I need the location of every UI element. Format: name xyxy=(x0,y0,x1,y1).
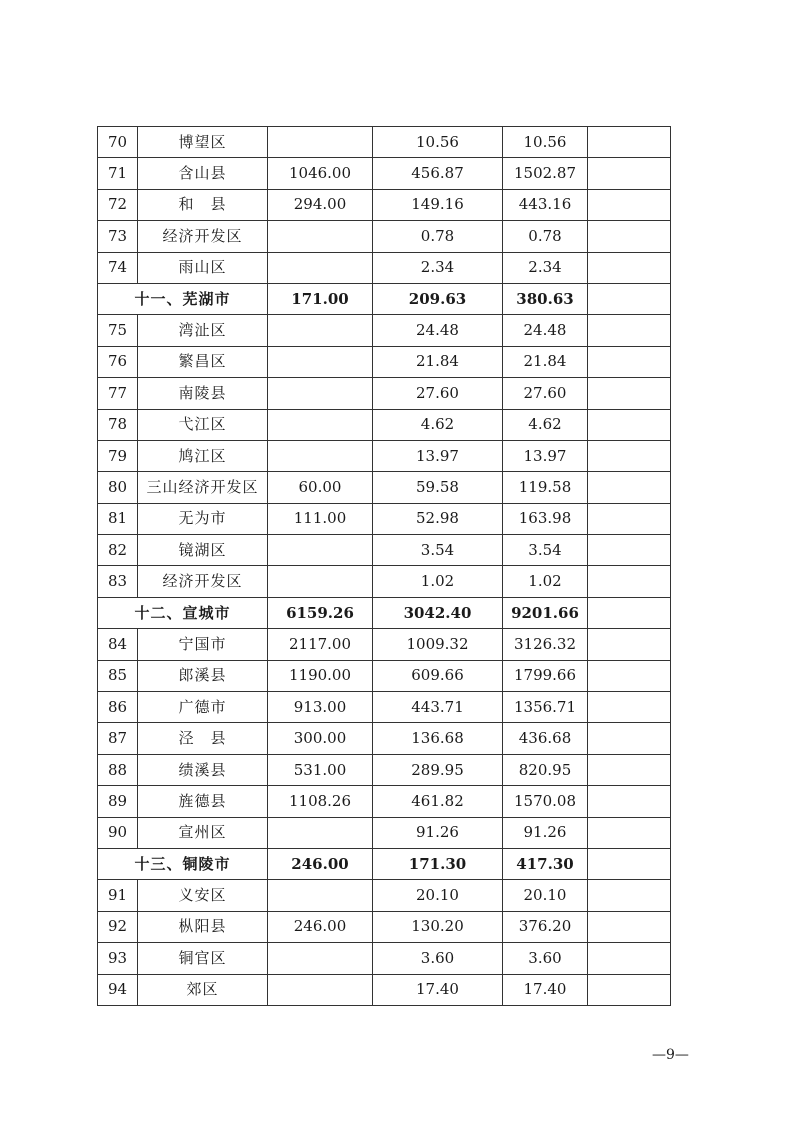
allocation-table xyxy=(97,126,671,1006)
value-cell-total: 119.58 xyxy=(503,472,588,503)
district-name-cell: 湾沚区 xyxy=(138,315,268,346)
remark-cell xyxy=(588,283,671,314)
value-cell-b: 609.66 xyxy=(373,660,503,691)
page-number: —9— xyxy=(652,1047,689,1063)
value-cell-total: 3.60 xyxy=(503,943,588,974)
value-cell-b: 10.56 xyxy=(373,127,503,158)
value-cell-a: 246.00 xyxy=(268,848,373,879)
remark-cell xyxy=(588,315,671,346)
row-number-cell: 81 xyxy=(98,503,138,534)
value-cell-total: 24.48 xyxy=(503,315,588,346)
remark-cell xyxy=(588,440,671,471)
value-cell-total: 1799.66 xyxy=(503,660,588,691)
value-cell-total: 376.20 xyxy=(503,911,588,942)
group-name-cell: 十一、芜湖市 xyxy=(98,283,268,314)
remark-cell xyxy=(588,346,671,377)
row-number-cell: 71 xyxy=(98,158,138,189)
district-name-cell: 泾 县 xyxy=(138,723,268,754)
district-name-cell: 含山县 xyxy=(138,158,268,189)
table-row xyxy=(98,535,671,566)
value-cell-b: 3.54 xyxy=(373,535,503,566)
row-number-cell: 73 xyxy=(98,221,138,252)
value-cell-b: 461.82 xyxy=(373,786,503,817)
row-number-cell: 82 xyxy=(98,535,138,566)
remark-cell xyxy=(588,158,671,189)
value-cell-a: 6159.26 xyxy=(268,597,373,628)
table-row xyxy=(98,503,671,534)
remark-cell xyxy=(588,692,671,723)
row-number-cell: 76 xyxy=(98,346,138,377)
remark-cell xyxy=(588,503,671,534)
value-cell-a: 246.00 xyxy=(268,911,373,942)
value-cell-total: 13.97 xyxy=(503,440,588,471)
remark-cell xyxy=(588,660,671,691)
district-name-cell: 博望区 xyxy=(138,127,268,158)
value-cell-a xyxy=(268,378,373,409)
row-number-cell: 88 xyxy=(98,754,138,785)
table-row xyxy=(98,472,671,503)
value-cell-a xyxy=(268,221,373,252)
district-name-cell: 铜官区 xyxy=(138,943,268,974)
group-name-cell: 十三、铜陵市 xyxy=(98,848,268,879)
value-cell-a: 1108.26 xyxy=(268,786,373,817)
value-cell-b: 456.87 xyxy=(373,158,503,189)
remark-cell xyxy=(588,189,671,220)
remark-cell xyxy=(588,880,671,911)
value-cell-b: 0.78 xyxy=(373,221,503,252)
value-cell-b: 13.97 xyxy=(373,440,503,471)
remark-cell xyxy=(588,723,671,754)
value-cell-total: 91.26 xyxy=(503,817,588,848)
value-cell-total: 21.84 xyxy=(503,346,588,377)
table-row xyxy=(98,754,671,785)
value-cell-a: 2117.00 xyxy=(268,629,373,660)
value-cell-b: 1.02 xyxy=(373,566,503,597)
value-cell-b: 59.58 xyxy=(373,472,503,503)
district-name-cell: 繁昌区 xyxy=(138,346,268,377)
value-cell-a xyxy=(268,535,373,566)
district-name-cell: 三山经济开发区 xyxy=(138,472,268,503)
value-cell-b: 52.98 xyxy=(373,503,503,534)
value-cell-a xyxy=(268,127,373,158)
table-group-row xyxy=(98,283,671,314)
table-row xyxy=(98,880,671,911)
value-cell-b: 149.16 xyxy=(373,189,503,220)
table-row xyxy=(98,723,671,754)
table-row xyxy=(98,629,671,660)
value-cell-total: 2.34 xyxy=(503,252,588,283)
value-cell-a: 913.00 xyxy=(268,692,373,723)
row-number-cell: 87 xyxy=(98,723,138,754)
remark-cell xyxy=(588,754,671,785)
row-number-cell: 78 xyxy=(98,409,138,440)
remark-cell xyxy=(588,221,671,252)
table-row xyxy=(98,566,671,597)
district-name-cell: 旌德县 xyxy=(138,786,268,817)
table-group-row xyxy=(98,597,671,628)
district-name-cell: 郊区 xyxy=(138,974,268,1005)
row-number-cell: 79 xyxy=(98,440,138,471)
row-number-cell: 70 xyxy=(98,127,138,158)
row-number-cell: 92 xyxy=(98,911,138,942)
row-number-cell: 91 xyxy=(98,880,138,911)
value-cell-a: 60.00 xyxy=(268,472,373,503)
value-cell-a xyxy=(268,346,373,377)
remark-cell xyxy=(588,848,671,879)
value-cell-b: 3042.40 xyxy=(373,597,503,628)
remark-cell xyxy=(588,629,671,660)
district-name-cell: 南陵县 xyxy=(138,378,268,409)
value-cell-b: 209.63 xyxy=(373,283,503,314)
value-cell-b: 91.26 xyxy=(373,817,503,848)
district-name-cell: 绩溪县 xyxy=(138,754,268,785)
value-cell-a xyxy=(268,880,373,911)
table-row xyxy=(98,158,671,189)
remark-cell xyxy=(588,597,671,628)
value-cell-total: 1.02 xyxy=(503,566,588,597)
value-cell-total: 20.10 xyxy=(503,880,588,911)
row-number-cell: 85 xyxy=(98,660,138,691)
row-number-cell: 80 xyxy=(98,472,138,503)
row-number-cell: 72 xyxy=(98,189,138,220)
value-cell-a xyxy=(268,440,373,471)
remark-cell xyxy=(588,566,671,597)
value-cell-b: 2.34 xyxy=(373,252,503,283)
table-row xyxy=(98,315,671,346)
value-cell-b: 443.71 xyxy=(373,692,503,723)
value-cell-total: 443.16 xyxy=(503,189,588,220)
row-number-cell: 94 xyxy=(98,974,138,1005)
table-row xyxy=(98,817,671,848)
table-row xyxy=(98,221,671,252)
remark-cell xyxy=(588,252,671,283)
remark-cell xyxy=(588,535,671,566)
value-cell-total: 9201.66 xyxy=(503,597,588,628)
value-cell-a: 171.00 xyxy=(268,283,373,314)
district-name-cell: 宁国市 xyxy=(138,629,268,660)
value-cell-b: 4.62 xyxy=(373,409,503,440)
district-name-cell: 无为市 xyxy=(138,503,268,534)
district-name-cell: 广德市 xyxy=(138,692,268,723)
table-row xyxy=(98,346,671,377)
group-name-cell: 十二、宣城市 xyxy=(98,597,268,628)
district-name-cell: 和 县 xyxy=(138,189,268,220)
row-number-cell: 75 xyxy=(98,315,138,346)
table-row xyxy=(98,189,671,220)
table-row xyxy=(98,786,671,817)
value-cell-total: 417.30 xyxy=(503,848,588,879)
value-cell-a: 111.00 xyxy=(268,503,373,534)
value-cell-b: 27.60 xyxy=(373,378,503,409)
district-name-cell: 枞阳县 xyxy=(138,911,268,942)
remark-cell xyxy=(588,127,671,158)
value-cell-total: 27.60 xyxy=(503,378,588,409)
value-cell-total: 436.68 xyxy=(503,723,588,754)
table-row xyxy=(98,378,671,409)
remark-cell xyxy=(588,409,671,440)
value-cell-total: 0.78 xyxy=(503,221,588,252)
value-cell-b: 17.40 xyxy=(373,974,503,1005)
value-cell-total: 4.62 xyxy=(503,409,588,440)
row-number-cell: 86 xyxy=(98,692,138,723)
table-row xyxy=(98,974,671,1005)
value-cell-a: 1046.00 xyxy=(268,158,373,189)
table-row xyxy=(98,252,671,283)
remark-cell xyxy=(588,472,671,503)
district-name-cell: 宣州区 xyxy=(138,817,268,848)
value-cell-total: 163.98 xyxy=(503,503,588,534)
value-cell-a xyxy=(268,566,373,597)
value-cell-a: 294.00 xyxy=(268,189,373,220)
district-name-cell: 义安区 xyxy=(138,880,268,911)
value-cell-total: 3.54 xyxy=(503,535,588,566)
value-cell-b: 289.95 xyxy=(373,754,503,785)
value-cell-a xyxy=(268,252,373,283)
value-cell-total: 380.63 xyxy=(503,283,588,314)
row-number-cell: 90 xyxy=(98,817,138,848)
value-cell-a xyxy=(268,817,373,848)
value-cell-a xyxy=(268,943,373,974)
row-number-cell: 84 xyxy=(98,629,138,660)
district-name-cell: 经济开发区 xyxy=(138,221,268,252)
value-cell-total: 1356.71 xyxy=(503,692,588,723)
district-name-cell: 郎溪县 xyxy=(138,660,268,691)
district-name-cell: 雨山区 xyxy=(138,252,268,283)
value-cell-a: 1190.00 xyxy=(268,660,373,691)
value-cell-b: 1009.32 xyxy=(373,629,503,660)
table-row xyxy=(98,440,671,471)
value-cell-b: 136.68 xyxy=(373,723,503,754)
row-number-cell: 89 xyxy=(98,786,138,817)
value-cell-b: 24.48 xyxy=(373,315,503,346)
row-number-cell: 93 xyxy=(98,943,138,974)
value-cell-total: 3126.32 xyxy=(503,629,588,660)
value-cell-a: 300.00 xyxy=(268,723,373,754)
value-cell-b: 3.60 xyxy=(373,943,503,974)
remark-cell xyxy=(588,943,671,974)
value-cell-a xyxy=(268,974,373,1005)
table-row xyxy=(98,692,671,723)
value-cell-a xyxy=(268,409,373,440)
value-cell-total: 1570.08 xyxy=(503,786,588,817)
value-cell-b: 20.10 xyxy=(373,880,503,911)
value-cell-b: 130.20 xyxy=(373,911,503,942)
table-row xyxy=(98,127,671,158)
table-body xyxy=(98,127,671,1006)
table-row xyxy=(98,409,671,440)
table-row xyxy=(98,660,671,691)
remark-cell xyxy=(588,786,671,817)
remark-cell xyxy=(588,378,671,409)
district-name-cell: 镜湖区 xyxy=(138,535,268,566)
remark-cell xyxy=(588,911,671,942)
value-cell-a: 531.00 xyxy=(268,754,373,785)
value-cell-total: 10.56 xyxy=(503,127,588,158)
value-cell-total: 17.40 xyxy=(503,974,588,1005)
district-name-cell: 弋江区 xyxy=(138,409,268,440)
value-cell-b: 21.84 xyxy=(373,346,503,377)
table-group-row xyxy=(98,848,671,879)
value-cell-total: 820.95 xyxy=(503,754,588,785)
row-number-cell: 77 xyxy=(98,378,138,409)
value-cell-total: 1502.87 xyxy=(503,158,588,189)
remark-cell xyxy=(588,974,671,1005)
row-number-cell: 74 xyxy=(98,252,138,283)
table-row xyxy=(98,943,671,974)
value-cell-b: 171.30 xyxy=(373,848,503,879)
value-cell-a xyxy=(268,315,373,346)
district-name-cell: 经济开发区 xyxy=(138,566,268,597)
row-number-cell: 83 xyxy=(98,566,138,597)
district-name-cell: 鸠江区 xyxy=(138,440,268,471)
table-row xyxy=(98,911,671,942)
remark-cell xyxy=(588,817,671,848)
